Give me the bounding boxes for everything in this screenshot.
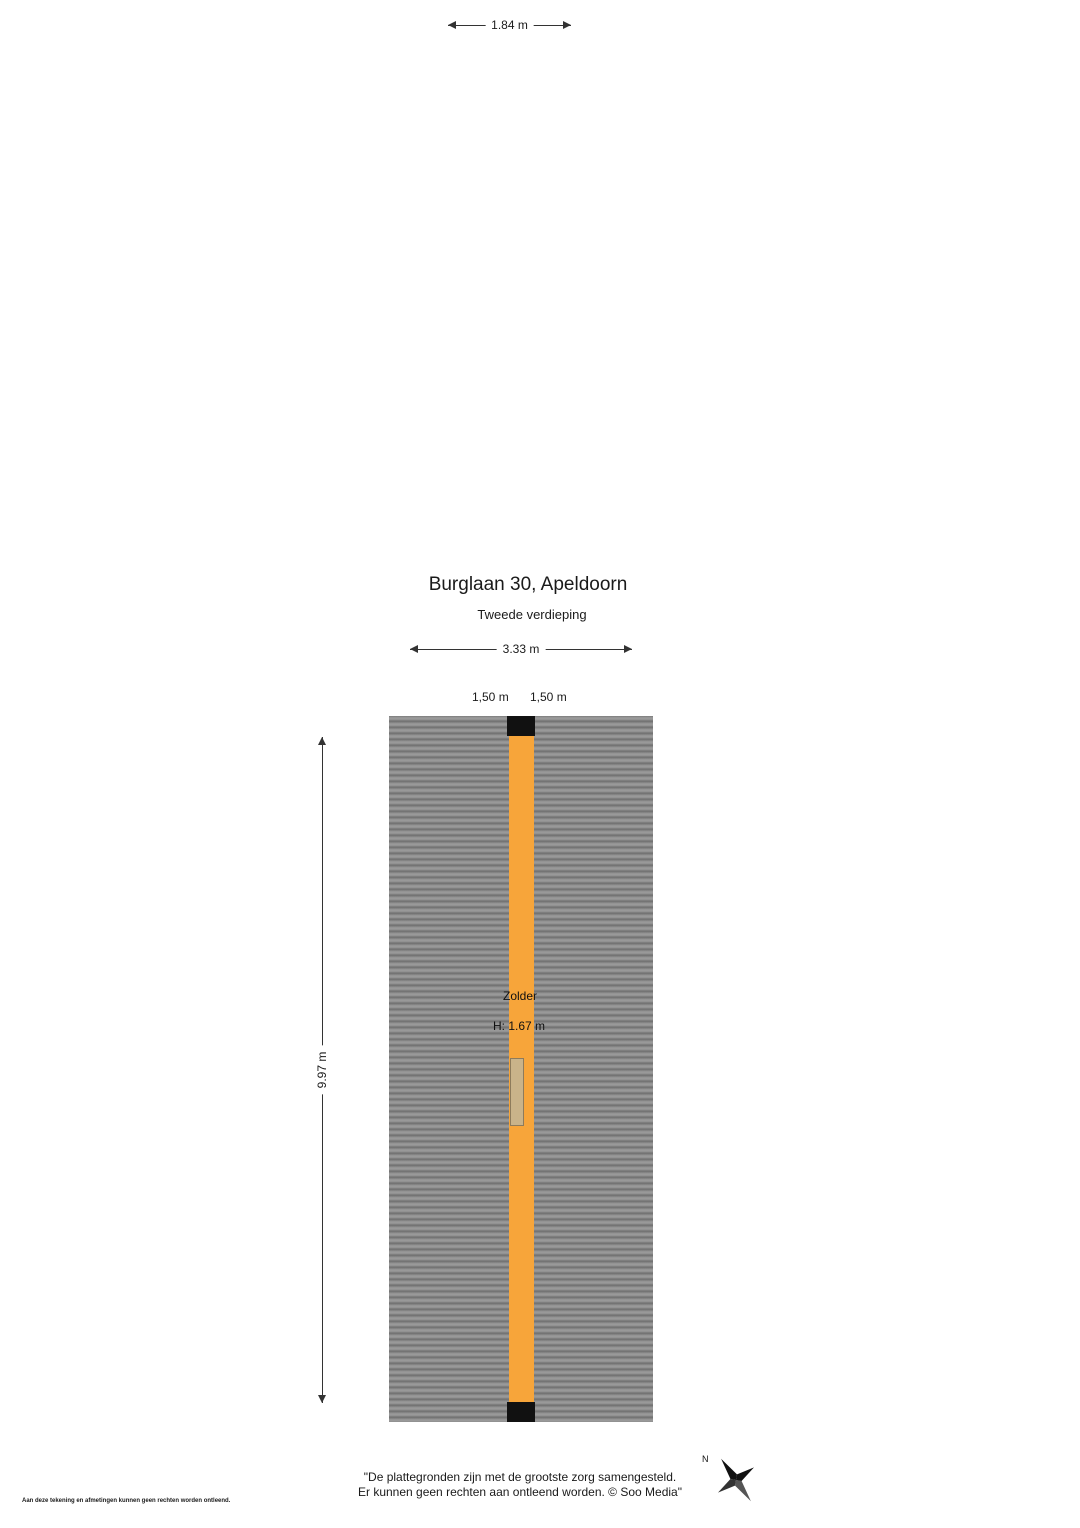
height-dimension: [316, 737, 328, 1403]
floor-subtitle: Tweede verdieping: [477, 607, 587, 622]
width-dimension-label: 3.33 m: [497, 642, 546, 656]
height-dimension-label: 9.97 m: [315, 1046, 329, 1095]
attic-hatch: [510, 1058, 524, 1126]
top-dimension: [448, 19, 571, 31]
compass-north-label: N: [702, 1454, 709, 1464]
chimney-top: [507, 716, 535, 736]
width-dimension: [410, 643, 632, 655]
page-title: Burglaan 30, Apeldoorn: [428, 574, 628, 595]
fine-print: Aan deze tekening en afmetingen kunnen geen rechten worden ontleend.: [22, 1498, 231, 1504]
segment-right-label: 1,50 m: [530, 690, 567, 704]
room-name: Zolder: [503, 989, 538, 1003]
disclaimer-line-1: "De plattegronden zijn met de grootste zorg samengesteld.: [363, 1470, 677, 1484]
compass-rose-icon: [700, 1450, 766, 1510]
disclaimer: [330, 1470, 710, 1500]
room-height: H: 1.67 m: [493, 1019, 546, 1033]
chimney-bottom: [507, 1402, 535, 1422]
segment-left-label: 1,50 m: [472, 690, 509, 704]
disclaimer-line-2: Er kunnen geen rechten aan ontleend worden. © Soo Media": [358, 1485, 682, 1499]
top-dimension-label: 1.84 m: [485, 18, 534, 32]
